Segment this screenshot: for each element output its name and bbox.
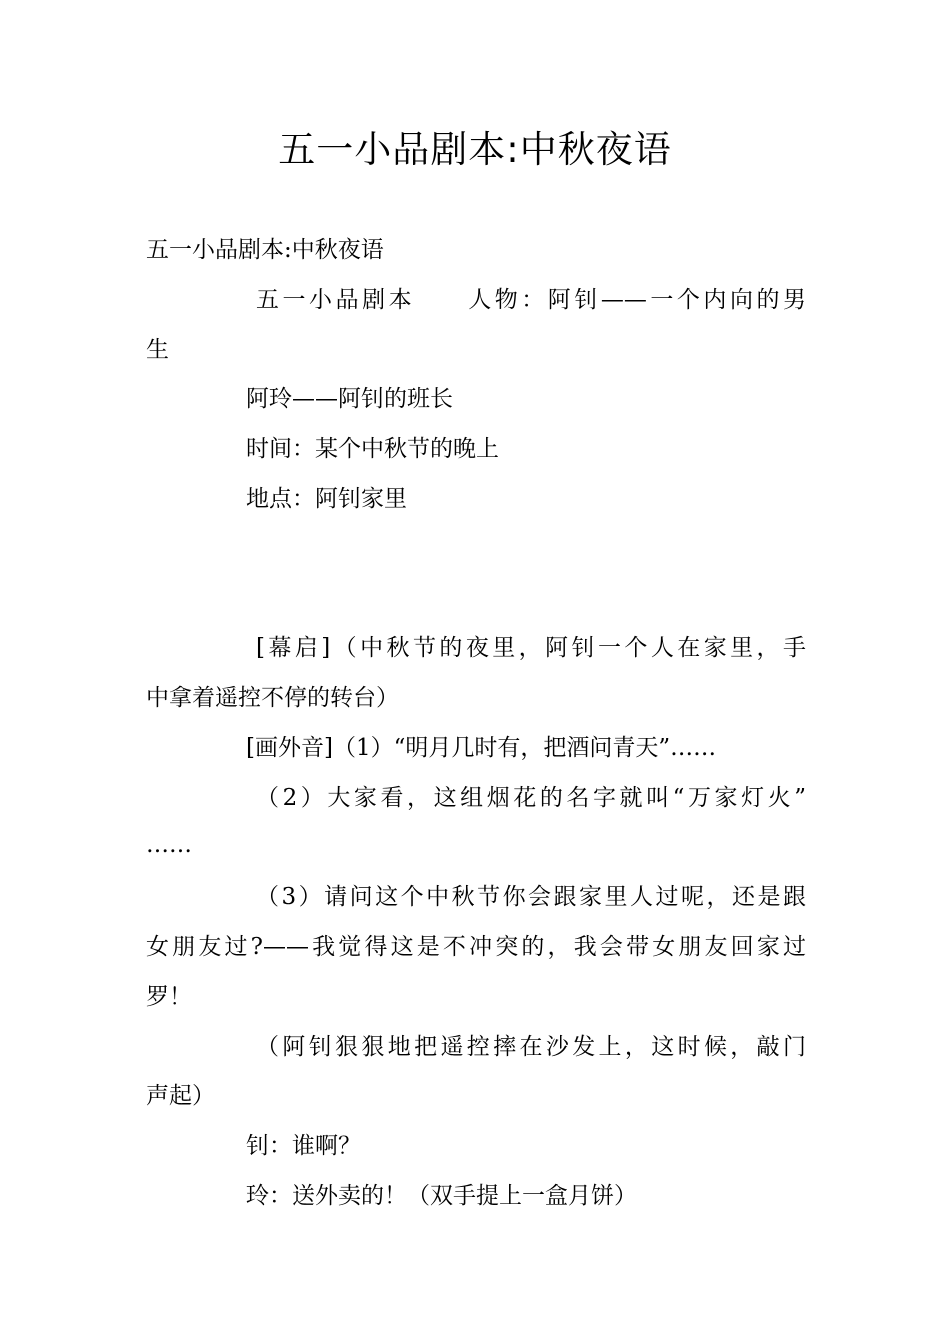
text-line: …… (146, 832, 192, 858)
text-line: 玲：送外卖的！（双手提上一盒月饼） (246, 1183, 637, 1209)
text-line: 阿玲——阿钊的班长 (246, 386, 453, 412)
text-line: （2）大家看，这组烟花的名字就叫“万家灯火” (256, 785, 806, 811)
text-line: 声起） (146, 1083, 215, 1109)
document-title: 五一小品剧本:中秋夜语 (278, 128, 672, 171)
text-line: 地点：阿钊家里 (246, 486, 407, 512)
subtitle-line: 五一小品剧本:中秋夜语 (146, 237, 384, 263)
text-line: 中拿着遥控不停的转台） (146, 685, 399, 711)
text-line: （阿钊狠狠地把遥控摔在沙发上，这时候，敲门 (256, 1034, 806, 1060)
text-line: 五一小品剧本 人物：阿钊——一个内向的男 (256, 287, 806, 313)
text-line: 时间：某个中秋节的晚上 (246, 436, 499, 462)
text-line: [画外音]（1）“明月几时有，把酒问青天”…… (246, 735, 717, 761)
text-line: 生 (146, 337, 169, 363)
text-line: 钊：谁啊？ (246, 1133, 361, 1159)
text-line: 罗！ (146, 984, 192, 1010)
text-line: [幕启]（中秋节的夜里，阿钊一个人在家里，手 (256, 635, 806, 661)
text-line: （3）请问这个中秋节你会跟家里人过呢，还是跟 (256, 884, 806, 910)
text-line: 女朋友过?——我觉得这是不冲突的，我会带女朋友回家过 (146, 934, 806, 960)
